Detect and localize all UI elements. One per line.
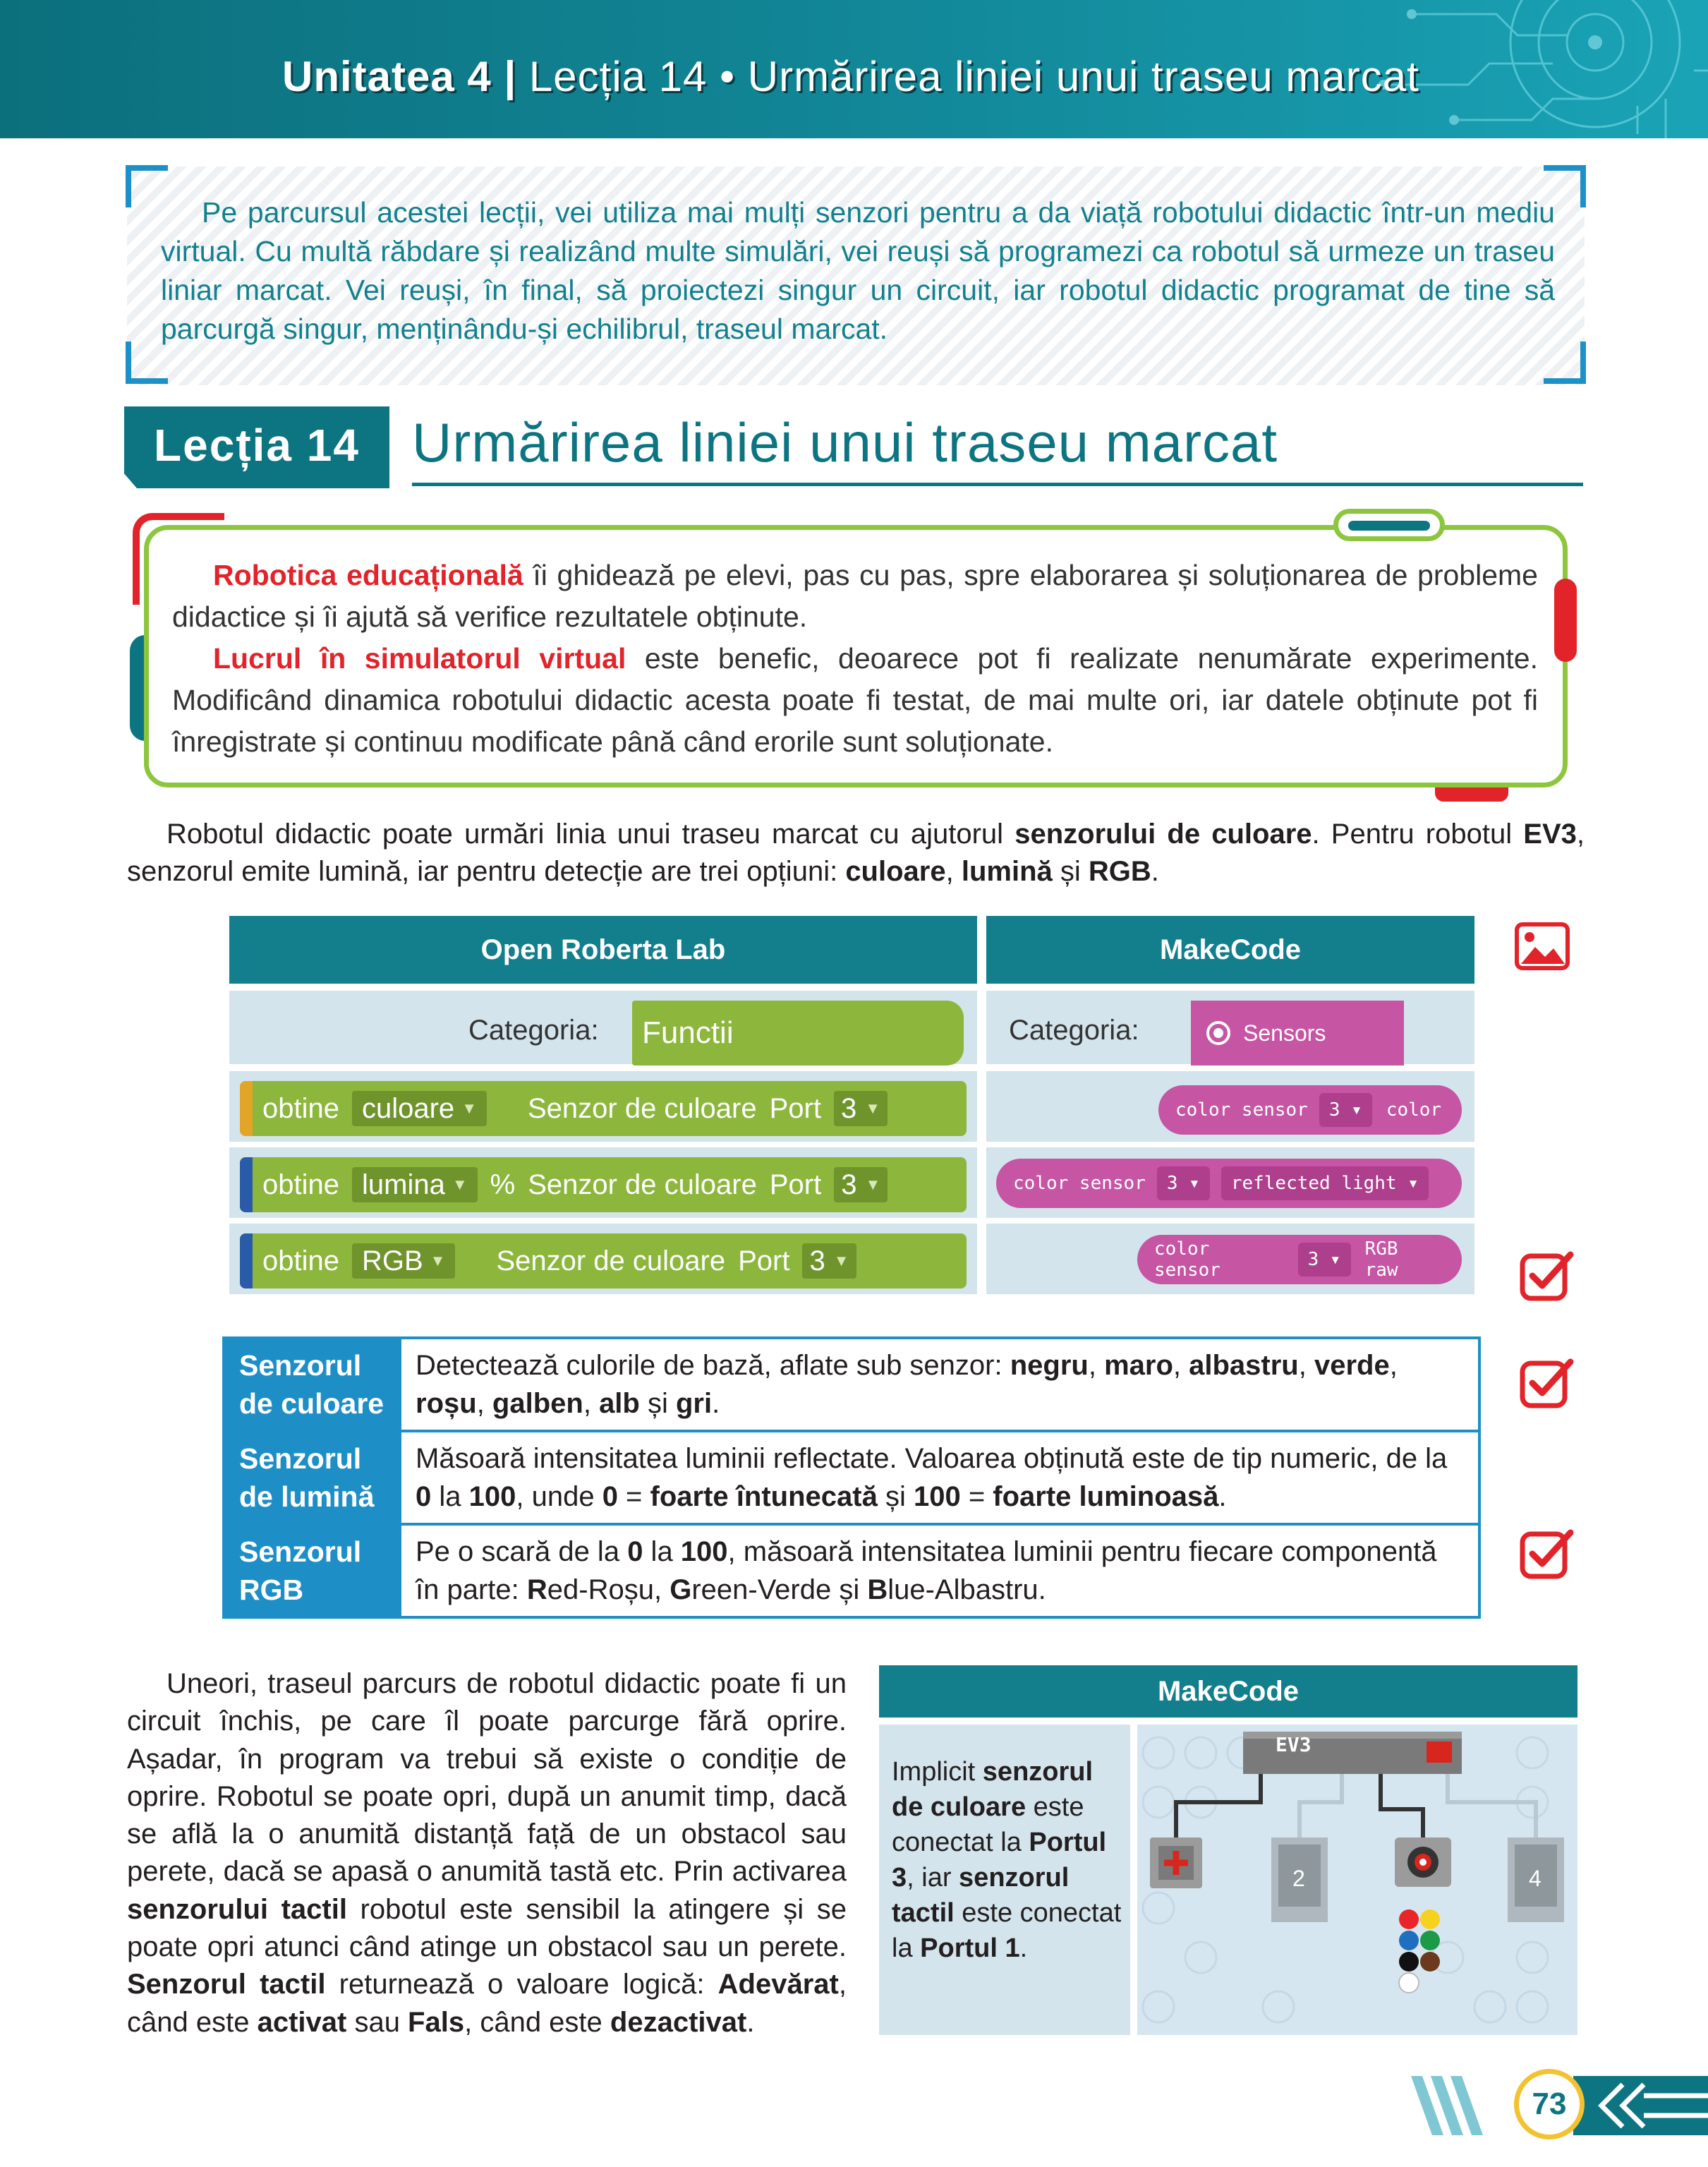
page-number: 73	[1514, 2069, 1585, 2139]
card-paragraph	[172, 638, 1538, 763]
ev3-wiring-diagram	[1137, 1725, 1577, 2035]
block-verb: obtine	[262, 1169, 339, 1200]
port-2-label: 2	[1292, 1866, 1305, 1891]
sensor-table	[222, 1336, 1481, 1619]
row-header: Senzorul de culoare	[225, 1339, 401, 1430]
checkbox-check-icon	[1520, 1249, 1576, 1301]
mode-dropdown: culoare ▼	[352, 1091, 487, 1126]
sensor-radio-icon	[1206, 1021, 1230, 1045]
orl-color-block	[240, 1081, 967, 1136]
block-sensor-name: Senzor de culoare	[528, 1169, 757, 1200]
page-header-title	[282, 52, 1419, 101]
category-label: Categoria:	[468, 1015, 599, 1046]
card-text: este benefic, deoarece pot fi realizate nenumărate experimente. Modificând dinamica robotului didactic acesta poate fi testat, de mai multe ori, iar datele obținute pot fi înregistrate și continuu modificate până când erorile sunt soluționate.	[172, 642, 1538, 758]
block-verb: obtine	[262, 1245, 339, 1276]
mode-dropdown: lumina ▼	[352, 1167, 478, 1202]
block-sensor-name: Senzor de culoare	[496, 1245, 726, 1276]
block-port-label: Port	[769, 1092, 821, 1124]
percent-sign: %	[490, 1169, 516, 1200]
color-sensor-paragraph: Robotul didactic poate urmări linia unui traseu marcat cu ajutorul senzorului de culoare. Pentru robotul EV3, senzorul emite lumină, iar pentru detecție are trei opțiuni: culoare, lumină și RGB.	[127, 819, 1585, 887]
checkbox-check-icon	[1520, 1527, 1576, 1579]
sensors-category-block	[1191, 1001, 1404, 1066]
category-label: Categoria:	[1009, 1015, 1139, 1046]
block-sensor-name: Senzor de culoare	[527, 1092, 757, 1124]
ev3-brick-label: EV3	[1276, 1733, 1312, 1756]
card-tab-decoration	[1333, 509, 1445, 541]
port-4-label: 4	[1529, 1866, 1542, 1891]
mode-label: RGB raw	[1364, 1238, 1398, 1281]
row-header: Senzorul RGB	[225, 1526, 401, 1616]
title-underline	[412, 483, 1583, 486]
image-icon	[1514, 922, 1570, 971]
card-highlight: Lucrul în simulatorul virtual	[213, 642, 626, 675]
port-dropdown: 3 ▼	[834, 1091, 888, 1126]
table-row	[225, 1339, 1478, 1430]
row-body: Detectează culorile de bază, aflate sub senzor: negru, maro, albastru, verde, roșu, galben, alb și gri.	[416, 1350, 1398, 1419]
touch-sensor-paragraph: Uneori, traseul parcurs de robotul didactic poate fi un circuit închis, pe care îl poate parcurge fără oprire. Așadar, în program va trebui să existe o condiție de oprire. Robotul se poate opri, după un anumit timp, dacă se află la o anumită distanță față de un obstacol sau perete, dacă se apasă o anumită tastă etc. Prin activarea senzorului tactil robotul este sensibil la atingere și se poate opri atunci când atinge un obstacol sau un perete. Senzorul tactil returnează o valoare logică: Adevărat, când este activat sau Fals, când este dezactivat.	[127, 1668, 847, 2038]
lesson-badge-label: Lecția 14	[154, 420, 360, 471]
port-dropdown: 3 ▾	[1298, 1243, 1351, 1276]
block-port-label: Port	[738, 1245, 790, 1276]
unit-label: Unitatea 4	[282, 53, 492, 100]
lesson-title: Urmărirea liniei unui traseu marcat	[412, 411, 1278, 473]
row-header: Senzorul de lumină	[225, 1432, 401, 1523]
checkbox-check-icon	[1520, 1356, 1576, 1408]
block-name: color sensor	[1013, 1173, 1146, 1194]
mode-dropdown: reflected light ▾	[1221, 1166, 1429, 1200]
block-port-label: Port	[769, 1169, 822, 1200]
orl-light-block	[240, 1157, 967, 1212]
port-dropdown: 3 ▼	[802, 1243, 856, 1279]
mode-dropdown: RGB ▼	[352, 1243, 455, 1279]
header-lesson-ref: Lecția 14 • Urmărirea liniei unui traseu marcat	[528, 53, 1419, 100]
card-text: îi ghidează pe elevi, pas cu pas, spre elaborarea și soluționarea de probleme didactice și îi ajută să verifice rezultatele obținute.	[172, 559, 1538, 633]
info-card-text	[172, 555, 1538, 763]
sensors-category-label: Sensors	[1243, 1020, 1326, 1046]
card-highlight: Robotica educațională	[213, 559, 523, 591]
makecode-box-text: Implicit senzorul de culoare este conectat la Portul 3, iar senzorul tactil este conectat la Portul 1.	[892, 1757, 1122, 1963]
row-body: Măsoară intensitatea luminii reflectate. Valoarea obținută este de tip numeric, de la 0 la 100, unde 0 = foarte întunecată și 100 = foarte luminoasă.	[416, 1443, 1448, 1512]
block-name: color sensor	[1175, 1099, 1308, 1121]
open-roberta-header: Open Roberta Lab	[229, 916, 977, 984]
port-dropdown: 3 ▼	[834, 1167, 888, 1202]
row-body: Pe o scară de la 0 la 100, măsoară intensitatea luminii pentru fiecare componentă în parte: Red-Roșu, Green-Verde și Blue-Albastru.	[416, 1536, 1437, 1605]
orl-rgb-block	[240, 1233, 967, 1288]
mode-label: color	[1386, 1099, 1442, 1121]
ev3-simulator-panel	[1137, 1725, 1577, 2035]
mc-rgb-block	[1137, 1235, 1462, 1284]
port-dropdown: 3 ▾	[1157, 1166, 1210, 1200]
card-decoration	[1554, 579, 1577, 662]
functii-category-block: Functii	[632, 1001, 964, 1066]
mc-light-block	[996, 1159, 1462, 1208]
block-verb: obtine	[262, 1092, 339, 1124]
table-row	[225, 1430, 1478, 1523]
makecode-box-header: MakeCode	[879, 1665, 1577, 1718]
header-separator: |	[504, 53, 517, 100]
block-name: color sensor	[1154, 1238, 1221, 1281]
mc-color-block	[1158, 1085, 1462, 1135]
table-row	[225, 1523, 1478, 1616]
card-paragraph	[172, 555, 1538, 638]
intro-text: Pe parcursul acestei lecții, vei utiliza mai mulți senzori pentru a da viață robotului didactic într-un mediu virtual. Cu multă răbdare și realizând multe simulări, vei reuși să programezi ca robotul să urmeze un traseu liniar marcat. Vei reuși, în final, să proiectezi singur un circuit, iar robotul didactic programat de tine să parcurgă singur, menținându-și echilibrul, traseul marcat.	[161, 196, 1555, 345]
port-dropdown: 3 ▾	[1319, 1093, 1372, 1127]
makecode-header: MakeCode	[986, 916, 1474, 984]
